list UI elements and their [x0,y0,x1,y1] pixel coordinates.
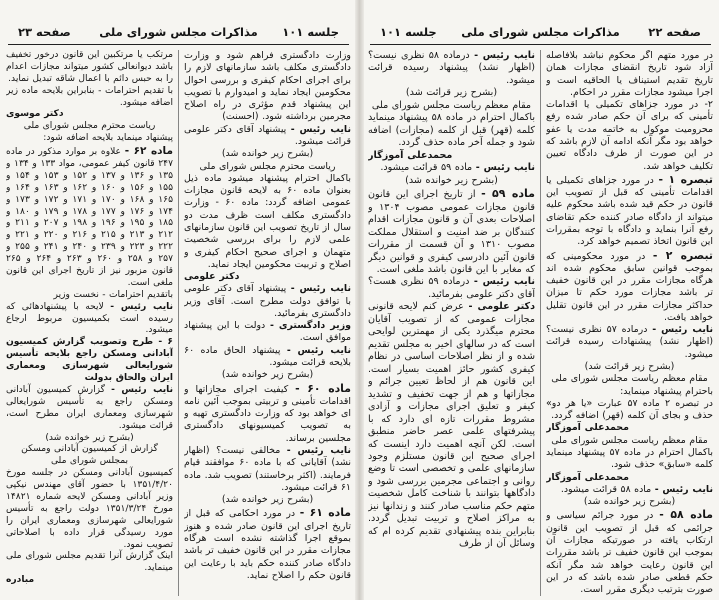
article-clause [6,145,173,290]
paragraph: باکمال احترام در ماده ۵۸ پیشنهاد مینماید کلمه (قهر) قبل از کلمه (مجازات) اضافه شود و جمله آخر ماده حذف گردد. [368,112,535,149]
centered-line: (بشرح زیر خوانده شد) [583,496,676,508]
column-rule [540,50,541,596]
paragraph: باتقدیم احترامات - نخست وزیر [53,289,173,300]
signature: مبادره [6,575,35,586]
speaker-name: نایب رئیس - [110,301,173,312]
signature: دکتر موسوی [6,109,64,120]
centered-line: (بشرح زیر خوانده شد) [221,148,314,160]
signature: محمدعلی آموزگار [368,149,453,161]
speaker-remark [6,302,173,338]
speaker-remark [368,301,535,550]
speaker-remark [368,162,535,174]
paragraph: با تقدیم احترامات - بنابراین بلایحه ماده زیر اضافه میشود. [6,85,173,108]
paragraph: باکمال احترام پیشنهاد میشود ماده ذیل بعنوان ماده ۶۰ به لایحه قانون مجازات عمومی اضافه گردد: ماده ۶۰ - وزارت دادگستری مکلف است ظرف مدت دو سال از تاریخ تصویب این قانون سازمانهای علمی لازم را برای بررسی شخصیت متهمان و اجرای صحیح احکام کیفری و اصلاح و تربیت محکومین ایجاد نماید. [184,172,351,270]
centered-line: (بشرح زیر خوانده شد) [221,494,314,506]
article-text: در مورد جزاهای تکمیلی یا اقدامات تأمینی که قبل از تصویب این قانون در حکم قید شده باشد محکوم علیه میتواند از دادگاه صادر کننده حکم تقاضای رفع آنرا بنماید و دادگاه با توجه بمقررات این قانون اتخاذ تصمیم خواهد کرد. [546,174,713,248]
speaker-text: مخالفی نیست؟ (اظهار نشد) آقایانی که با ماده ۶۰ موافقند قیام فرمایند. (اکثر برخاستند) تصویب شد. ماده ۶۱ قرائت میشود. [184,445,351,493]
speaker-text: درماده ۵۷ نظری نیست؟ (اظهار نشد) پیشنهادات رسیده قرائت میشود. [546,324,713,360]
speaker-remark [368,276,535,301]
signature: محمدعلی آموزگار [546,471,629,483]
column-rule [178,50,179,596]
speaker-text: پیشنهاد الحاق ماده ۶۰ بلایحه قرائت میشود. [184,344,351,369]
article-text: علاوه بر موارد مذکور در ماده ۲۴۷ قانون کیفر عمومی، مواد ۱۳۳ و ۱۳۴ و ۱۳۵ و ۱۳۶ و ۱۳۷ و ۱۵۲ و ۱۵۳ و ۱۵۴ و ۱۵۵ و ۱۵۶ و ۱۶۰ و ۱۶۲ و ۱۶۳ و ۱۶۴ و ۱۶۵ و ۱۶۸ و ۱۷۰ و ۱۷۱ و ۱۷۲ و ۱۷۳ و ۱۷۴ و ۱۷۶ و ۱۷۷ و ۱۷۸ و ۱۷۹ و ۱۸۰ و ۱۸۵ و ۱۹۵ و ۱۹۶ و ۱۹۸ و ۲۰۷ و ۲۱۱ و ۲۱۲ و ۲۱۳ و ۲۱۵ و ۲۱۶ و ۲۲۰ و ۲۲۱ و ۲۲۲ و ۲۲۳ و ۲۳۹ و ۲۴۰ و ۲۴۱ و ۲۵۵ و ۲۵۷ و ۲۵۸ و ۲۶۰ و ۲۶۳ و ۲۶۴ و ۲۶۵ قانون مزبور نیز از تاریخ اجرای این قانون ملغی است. [6,147,173,288]
text-column-left [6,50,173,596]
speaker-text: درماده ۵۹ نظری هست؟ آقای دکتر علومی بفرمائید. [368,276,535,300]
article-label: تبصره ۲ - [652,248,713,262]
speaker-remark [6,385,173,433]
centered-line: مقام معظم ریاست مجلس شورای ملی [371,99,532,111]
journal-title: مذاکرات مجلس شورای ملی [99,25,258,39]
page-header [6,0,351,44]
speaker-text: گزارش کمیسیون آبادانی ومسکن راجع به تأسیس شورایعالی شهرسازی ومعماری ایران مطرح است، قرائت میشود. [6,384,173,431]
centered-line: (بشرح زیر قرائت شد) [584,361,675,373]
speaker-name: نایب رئیس - [286,445,351,456]
speaker-text: پیشنهاد آقای دکتر علومی قرائت میشود. [184,123,351,147]
speaker-text: دولت با این پیشنهاد موافق است. [184,320,351,344]
speaker-remark [546,484,713,496]
speaker-remark [184,345,351,370]
section-heading: ۶ - طرح وتصویب گزارش کمیسیون آبادانی ومسکن راجع بلایحه تأسیس شورایعالی شهرسازی ومعماری ایران والحاق بدولت [6,337,173,384]
paragraph: در تبصره ۲ ماده ۵۷ عبارت «یا هر دو» حذف و بجای آن کلمه (قهر) اضافه گردد. [546,397,713,422]
paragraph: اینک گزارش آنرا تقدیم مجلس شورای ملی مینماید. [6,551,173,574]
speaker-text: پیشنهاد آقای دکتر علومی با توافق دولت مطرح است. آقای وزیر دادگستری بفرمائید. [184,283,351,319]
speaker-remark [184,283,351,320]
speaker-name: نایب رئیس - [290,283,351,295]
page-header [368,0,713,44]
article-clause [546,249,713,325]
centered-line: (بشرح زیر خوانده شد) [221,369,314,381]
article-clause [184,382,351,445]
centered-line: مقام معظم ریاست مجلس شورای ملی [551,373,708,385]
journal-title: مذاکرات مجلس شورای ملی [461,25,620,39]
speaker-name: نایب رئیس - [475,162,535,174]
article-label: ماده ۵۸ - [659,508,713,522]
paragraph: وزارت دادگستری فراهم شود و وزارت دادگستری مکلف باشد سازمانهای لازم را برای اجرای احکام کیفری و بررسی احوال محکومین ایجاد نماید و امیدوارم با تصویب این پیشنهاد قدم مؤثری در راه اصلاح مجرمین برداشته شود. (احسنت) [184,50,351,123]
article-label: ماده ۶۱ - [299,506,351,520]
speaker-text: ماده ۵۹ قرائت میشود. [380,162,473,174]
page-gutter [355,0,364,600]
speaker-remark [368,50,535,87]
article-text: از تاریخ اجرای این قانون قانون مجازات عمومی مصوب ۱۳۰۴ و اصلاحات بعدی آن و قانون مجازات اقدام کنندگان بر ضد امنیت و استقلال مملکت مصوب ۱۳۱۰ و آن قسمت از مقررات قانون آئین دادرسی کیفری و قوانین دیگر که مغایر با این قانون باشد ملغی است. [368,189,535,275]
header-rule [8,44,349,45]
article-clause [368,187,535,276]
signature: دکتر علومی [184,271,240,283]
speaker-text: لایحه با پیشنهادهائی که رسیده است بکمیسیون مربوط ارجاع میشود. [6,301,173,336]
article-label: ماده ۵۹ - [481,187,535,201]
speaker-name: وزیر دادگستری - [269,320,351,332]
header-rule [370,44,711,45]
centered-line: مقام معظم ریاست مجلس شورای ملی [551,434,708,446]
speaker-remark [546,324,713,361]
paragraph: پیشنهاد مینماید بلایحه اضافه شود: [43,133,173,144]
article-label: ماده ۶۲ - [124,145,173,158]
speaker-name: نایب رئیس - [652,324,713,336]
article-label: ماده ۶۰ - [295,381,351,395]
speaker-text: عرض کنم لایحه قانونی مجازات عمومی که از تصویب آقایان محترم میگذرد یکی از مهمترین لوایحی است که در سالهای اخیر به مجلس تقدیم شده و از نظر اصلاحات اساسی در نظام کیفری کشور حائز اهمیت بسیار است. این قانون هم از لحاظ تعیین جرائم و مجازاتها و هم از جهت تخفیف و تشدید کیفر و تعلیق اجرای مجازات و آزادی مشروط مقررات تازه ای دارد که با پیشرفتهای علمی عصر حاضر منطبق است. لکن آنچه اهمیت دارد اینست که اجرای صحیح این قانون مستلزم وجود سازمانهای علمی و تخصصی است تا وضع روانی و اجتماعی مجرمین بررسی شود و دادگاهها بتوانند با شناخت کامل شخصیت متهم حکم مناسب صادر کنند و زندانها نیز به مراکز اصلاح و تربیت تبدیل گردد. بنابراین بنده پیشنهادی تقدیم کرده ام که وسائل آن از طرف [368,301,535,550]
article-clause [546,173,713,249]
speaker-remark [184,124,351,149]
speaker-name: نایب رئیس - [473,276,535,288]
centered-line: (بشرح زیر قرائت شد) [405,87,498,99]
page-number: صفحه ۲۲ [648,25,701,39]
article-text: در مورد احکامی که قبل از تاریخ اجرای این قانون صادر شده و هنوز بموقع اجرا گذاشته نشده است هرگاه مجازات مقرر در این قانون خفیف تر باشد دادگاه صادر کننده حکم باید با رعایت این قانون حکم را اصلاح نماید. [184,508,351,581]
text-column-right [184,50,351,596]
right-page [364,0,719,600]
page-number: صفحه ۲۳ [18,25,71,39]
session-number: جلسه ۱۰۱ [380,25,437,39]
article-text: در مورد محکومینی که بموجب قوانین سابق محکوم شده اند هرگاه مجازات مقرر در این قانون خفیف تر باشد مجازات مورد حکم تا میزان حداکثر مجازات مقرر در این قانون تقلیل خواهد یافت. [546,250,713,323]
centered-line: ریاست محترم مجلس شورای ملی [199,160,336,172]
centered-line: (بشرح زیر خوانده شد) [405,174,498,186]
speaker-name: نایب رئیس - [111,384,173,395]
paragraph: ۲- در مورد جزاهای تکمیلی یا اقدامات تأمینی که برای آن حکم صادر شده رفع محرومیت موکول به خاتمه مدت یا عفو خواهد بود مگر آنکه ادامه آن لازم باشد که در این صورت از طرف دادگاه تعیین تکلیف خواهد شد. [546,99,713,172]
left-page [0,0,355,600]
speaker-name: نایب رئیس - [286,344,351,356]
paragraph: مرتکب یا مرتکبین این قانون درخور تخفیف باشد دیوانعالی کشور میتواند مجازات اعدام را به حبس دائم با اعمال شاقه تبدیل نماید. [6,50,173,84]
session-number: جلسه ۱۰۱ [282,25,339,39]
text-column-right [546,50,713,596]
centered-line: گزارش از کمیسیون آبادانی ومسکن [21,444,158,455]
text-column-left [368,50,535,596]
text-columns [368,50,713,596]
article-clause [546,508,713,596]
speaker-text: درماده ۵۸ نظری نیست؟ (اظهار نشد) پیشنهاد رسیده قرائت میشود. [368,50,535,86]
paragraph: باحترام پیشنهاد مینماید: [620,385,713,397]
paragraph: باکمال احترام در ماده ۵۷ پیشنهاد مینماید کلمه «سابق» حذف شود. [546,447,713,471]
centered-line: بمجلس شورای ملی [50,456,129,467]
speaker-text: ماده ۵۸ قرائت میشود. [560,483,652,495]
speaker-name: دکتر علومی - [468,301,535,313]
article-text: در مورد جرائم سیاسی و جرائمی که قبل از تصویب این قانون ارتکاب یافته در صورتیکه مجازات آن بموجب این قانون خفیف تر باشد مقررات این قانون رعایت خواهد شد مگر آنکه حکم قطعی صادر شده باشد که در این صورت بترتیب دیگری مقرر است. [546,510,713,596]
article-clause [184,506,351,582]
speaker-name: نایب رئیس - [474,50,535,61]
signature: محمدعلی آموزگار [546,422,629,434]
speaker-remark [184,320,351,345]
article-label: تبصره ۱ - [658,172,713,186]
centered-line: (بشرح زیر خوانده شد) [45,432,134,443]
speaker-name: نایب رئیس - [654,483,713,495]
speaker-name: نایب رئیس - [290,123,351,135]
article-text: کیفیت اجرای مجازاتها و اقدامات تأمینی و تربیتی بموجب آئین نامه ای خواهد بود که وزارت دادگستری تهیه و به تصویب کمیسیونهای دادگستری مجلسین برساند. [184,383,351,444]
text-columns [6,50,351,596]
speaker-remark [184,445,351,494]
paragraph: در مورد متهم اگر محکوم نباشد بلافاصله آزاد شود تاریخ انقضای مجازات همان تاریخ تقدیم استیناف یا الحاقیه است و اجرا میشود مجازات مقرر در احکام. [546,50,713,98]
paragraph: کمیسیون آبادانی ومسکن در جلسه مورخ ۱۳۵۱/۴/۲۰ با حضور آقای مهندس نیکپی وزیر آبادانی ومسکن لایحه شماره ۱۴۸۲۱ مورخ ۱۳۵۱/۳/۲۴ دولت راجع به تأسیس شورایعالی شهرسازی ومعماری ایران را مورد رسیدگی قرار داده با اصلاحاتی تصویب نمود. [6,468,173,550]
centered-line: ریاست محترم مجلس شورای ملی [23,121,156,132]
